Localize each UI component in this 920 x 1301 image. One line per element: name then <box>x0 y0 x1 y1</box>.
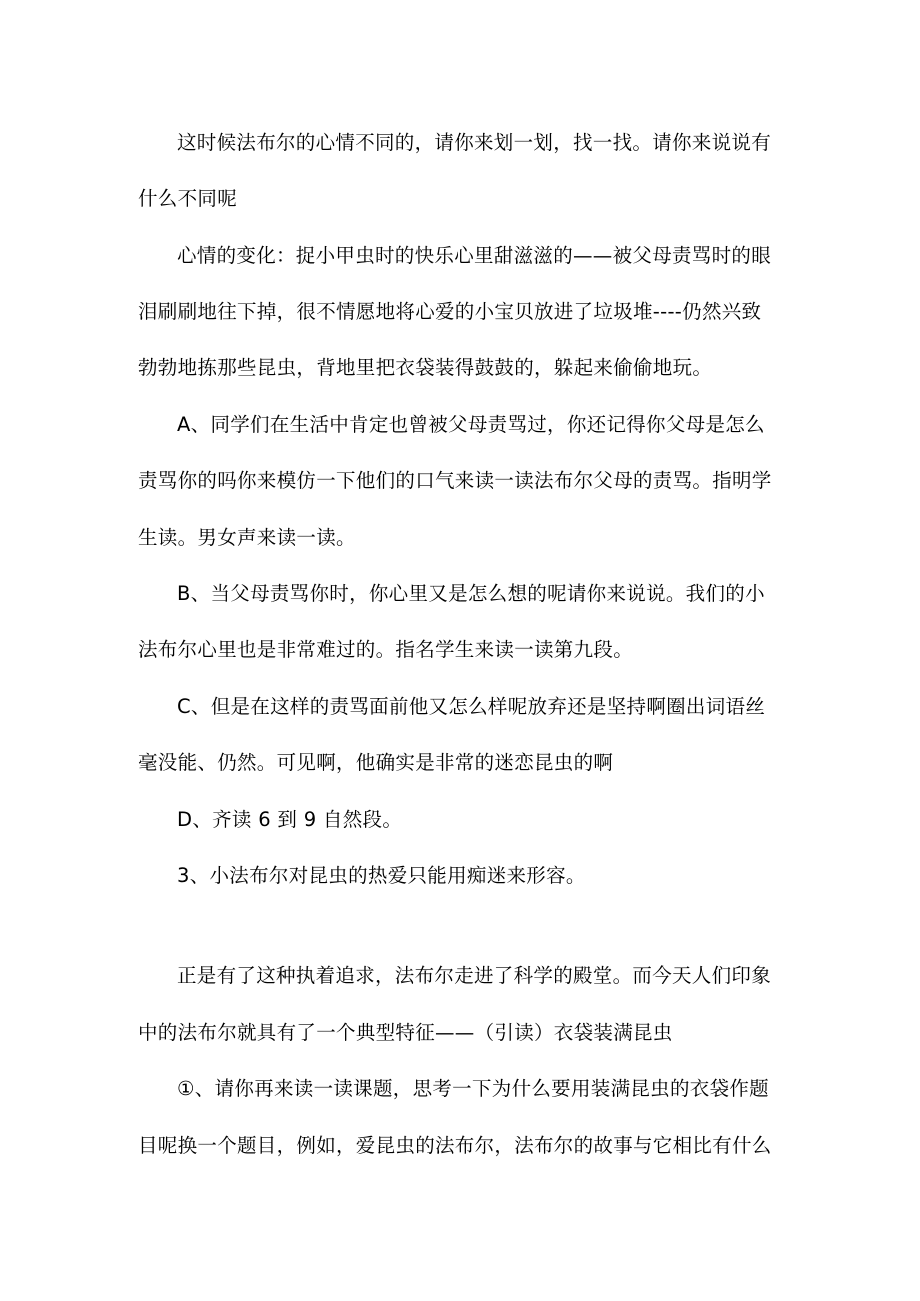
text-line: C、但是在这样的责骂面前他又怎么样呢放弃还是坚持啊圈出词语丝 <box>177 695 766 718</box>
text-line: 3、小法布尔对昆虫的热爱只能用痴迷来形容。 <box>177 864 586 887</box>
text-line: 正是有了这种执着追求，法布尔走进了科学的殿堂。而今天人们印象 <box>177 964 772 987</box>
text-line: 毫没能、仍然。可见啊，他确实是非常的迷恋昆虫的啊 <box>138 751 614 774</box>
text-line: 这时候法布尔的心情不同的，请你来划一划，找一找。请你来说说有 <box>177 131 772 154</box>
text-line: D、齐读 6 到 9 自然段。 <box>177 808 403 831</box>
text-line: 中的法布尔就具有了一个典型特征——（引读）衣袋装满昆虫 <box>138 1021 673 1044</box>
text-line: 目呢换一个题目，例如，爱昆虫的法布尔，法布尔的故事与它相比有什么 <box>138 1134 772 1157</box>
text-line: 什么不同呢 <box>138 187 238 210</box>
text-line: 勃勃地拣那些昆虫，背地里把衣袋装得鼓鼓的，躲起来偷偷地玩。 <box>138 356 713 379</box>
text-line: 法布尔心里也是非常难过的。指名学生来读一读第九段。 <box>138 638 634 661</box>
text-line: B、当父母责骂你时，你心里又是怎么想的呢请你来说说。我们的小 <box>177 582 765 605</box>
text-line: 心情的变化：捉小甲虫时的快乐心里甜滋滋的——被父母责骂时的眼 <box>177 244 772 267</box>
text-line: ①、请你再来读一读课题，思考一下为什么要用装满昆虫的衣袋作题 <box>177 1077 769 1100</box>
text-line: 泪刷刷地往下掉，很不情愿地将心爱的小宝贝放进了垃圾堆----仍然兴致 <box>138 300 762 323</box>
text-line: 生读。男女声来读一读。 <box>138 526 356 549</box>
text-line: A、同学们在生活中肯定也曾被父母责骂过，你还记得你父母是怎么 <box>177 413 765 436</box>
text-line: 责骂你的吗你来模仿一下他们的口气来读一读法布尔父母的责骂。指明学 <box>138 469 772 492</box>
